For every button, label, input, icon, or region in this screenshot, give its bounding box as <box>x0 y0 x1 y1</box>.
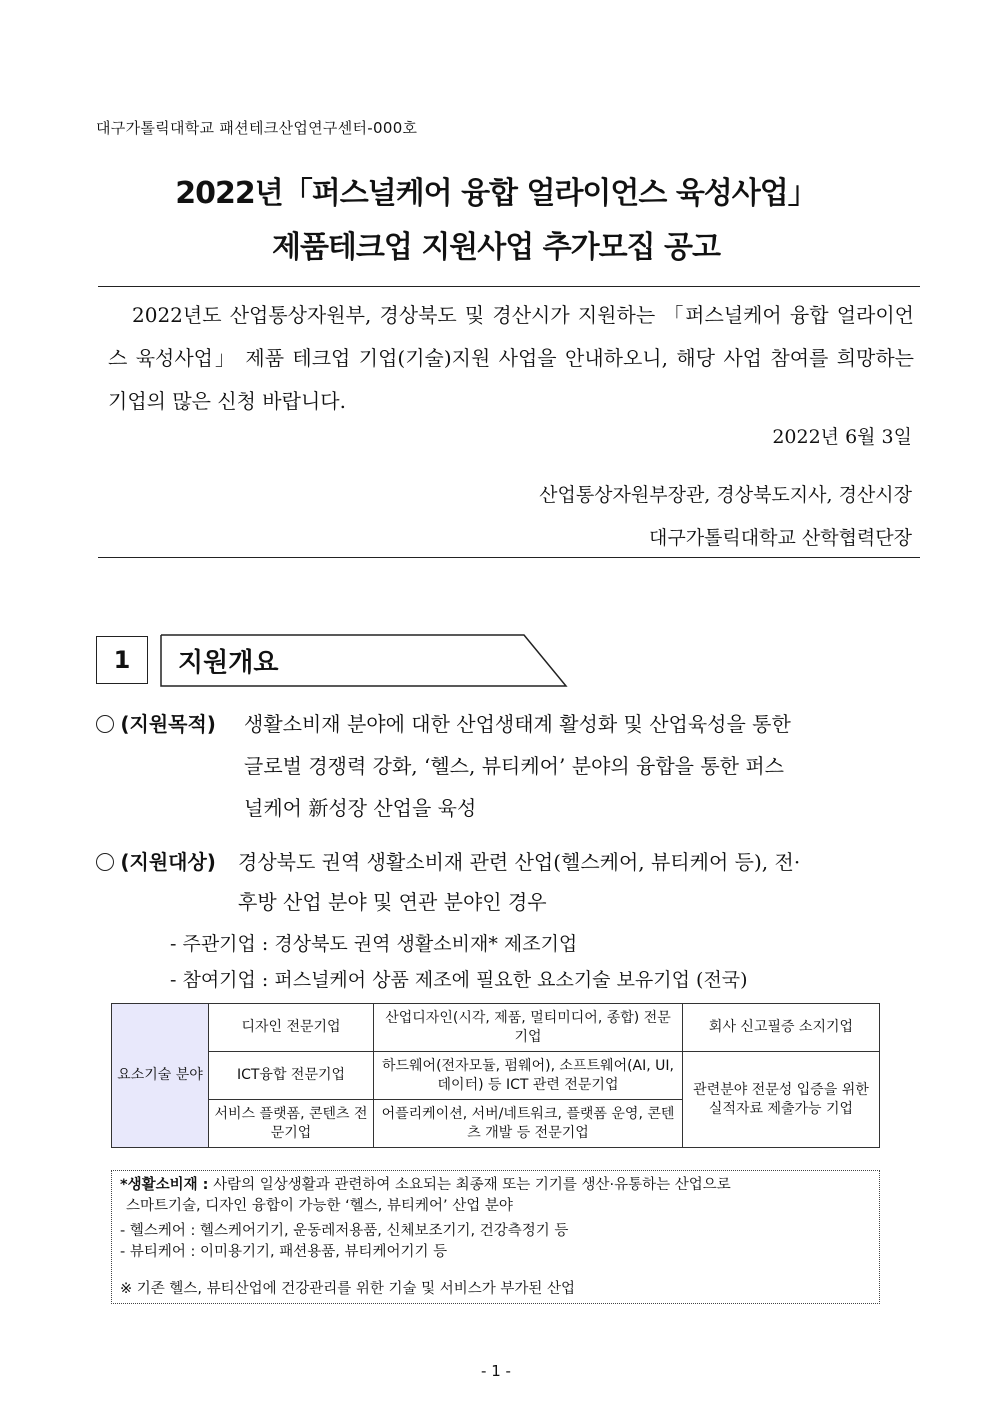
note-line-1 <box>120 1175 871 1196</box>
table-row-head: 요소기술 분야 <box>112 1004 209 1148</box>
page-number: - 1 - <box>481 1362 511 1380</box>
note-box <box>111 1170 880 1304</box>
circle-bullet-icon <box>96 715 114 733</box>
target-label: (지원대상) <box>120 850 216 874</box>
table-cell-req: 회사 신고필증 소지기업 <box>683 1004 880 1052</box>
note-head: *생활소비재 : <box>120 1177 209 1193</box>
table-cell-desc: 어플리케이션, 서버/네트워크, 플랫폼 운영, 콘텐츠 개발 등 전문기업 <box>374 1100 683 1148</box>
purpose-line-1: 생활소비재 분야에 대한 산업생태계 활성화 및 산업육성을 통한 <box>244 712 791 736</box>
target-line-1: 경상북도 권역 생활소비재 관련 산업(헬스케어, 뷰티케어 등), 전· <box>238 850 801 874</box>
note-text-1: 사람의 일상생활과 관련하여 소요되는 최종재 또는 기기를 생산·유통하는 산업으로 <box>208 1177 731 1193</box>
purpose-label: (지원목적) <box>120 712 216 736</box>
issuer-line-2: 대구가톨릭대학교 산학협력단장 <box>649 527 912 549</box>
intro-text: 2022년도 산업통상자원부, 경상북도 및 경산시가 지원하는 「퍼스널케어 융합 얼라이언스 육성사업」 제품 테크업 기업(기술)지원 사업을 안내하오니, 해당 사업 참여를 희망하는 기업의 많은 신청 바랍니다. <box>108 303 914 413</box>
table-cell-req: 관련분야 전문성 입증을 위한 실적자료 제출가능 기업 <box>683 1052 880 1148</box>
title-line-2: 제품테크업 지원사업 추가모집 공고 <box>271 230 721 265</box>
bottom-rule <box>98 557 920 558</box>
target-bullet <box>96 842 216 882</box>
table-row <box>112 1004 880 1052</box>
note-line-3: - 헬스케어 : 헬스케어기기, 운동레저용품, 신체보조기기, 건강측정기 등 <box>120 1223 569 1239</box>
note-line-2: 스마트기술, 디자인 융합이 가능한 ‘헬스, 뷰티케어’ 산업 분야 <box>126 1198 513 1214</box>
target-sub-1: - 주관기업 : 경상북도 권역 생활소비재* 제조기업 <box>170 933 578 955</box>
section-number: 1 <box>96 636 148 684</box>
target-line-2: 후방 산업 분야 및 연관 분야인 경우 <box>238 890 547 914</box>
top-rule <box>98 286 920 287</box>
announcement-date: 2022년 6월 3일 <box>772 426 912 448</box>
purpose-bullet <box>96 704 216 744</box>
table-cell-type: 서비스 플랫폼, 콘텐츠 전문기업 <box>209 1100 374 1148</box>
table-cell-desc: 산업디자인(시각, 제품, 멀티미디어, 종합) 전문 기업 <box>374 1004 683 1052</box>
section-title: 지원개요 <box>178 648 279 678</box>
table-cell-desc: 하드웨어(전자모듈, 펌웨어), 소프트웨어(AI, UI, 데이터) 등 ICT 관련 전문기업 <box>374 1052 683 1100</box>
circle-bullet-icon <box>96 853 114 871</box>
table-cell-type: ICT융합 전문기업 <box>209 1052 374 1100</box>
table-cell-type: 디자인 전문기업 <box>209 1004 374 1052</box>
issuer-line-1: 산업통상자원부장관, 경상북도지사, 경산시장 <box>539 484 912 506</box>
note-line-4: - 뷰티케어 : 이미용기기, 패션용품, 뷰티케어기기 등 <box>120 1244 448 1260</box>
purpose-line-2: 글로벌 경쟁력 강화, ‘헬스, 뷰티케어’ 분야의 융합을 통한 퍼스 <box>244 754 784 778</box>
tech-field-table <box>111 1003 880 1148</box>
table-row <box>112 1052 880 1100</box>
document-id: 대구가톨릭대학교 패션테크산업연구센터-000호 <box>96 119 418 137</box>
title-line-1: 2022년「퍼스널케어 융합 얼라이언스 육성사업」 <box>175 176 817 211</box>
target-sub-2: - 참여기업 : 퍼스널케어 상품 제조에 필요한 요소기술 보유기업 (전국) <box>170 969 748 991</box>
intro-paragraph <box>108 294 914 423</box>
purpose-line-3: 널케어 新성장 산업을 육성 <box>244 796 477 820</box>
note-line-5: ※ 기존 헬스, 뷰티산업에 건강관리를 위한 기술 및 서비스가 부가된 산업 <box>120 1281 576 1297</box>
